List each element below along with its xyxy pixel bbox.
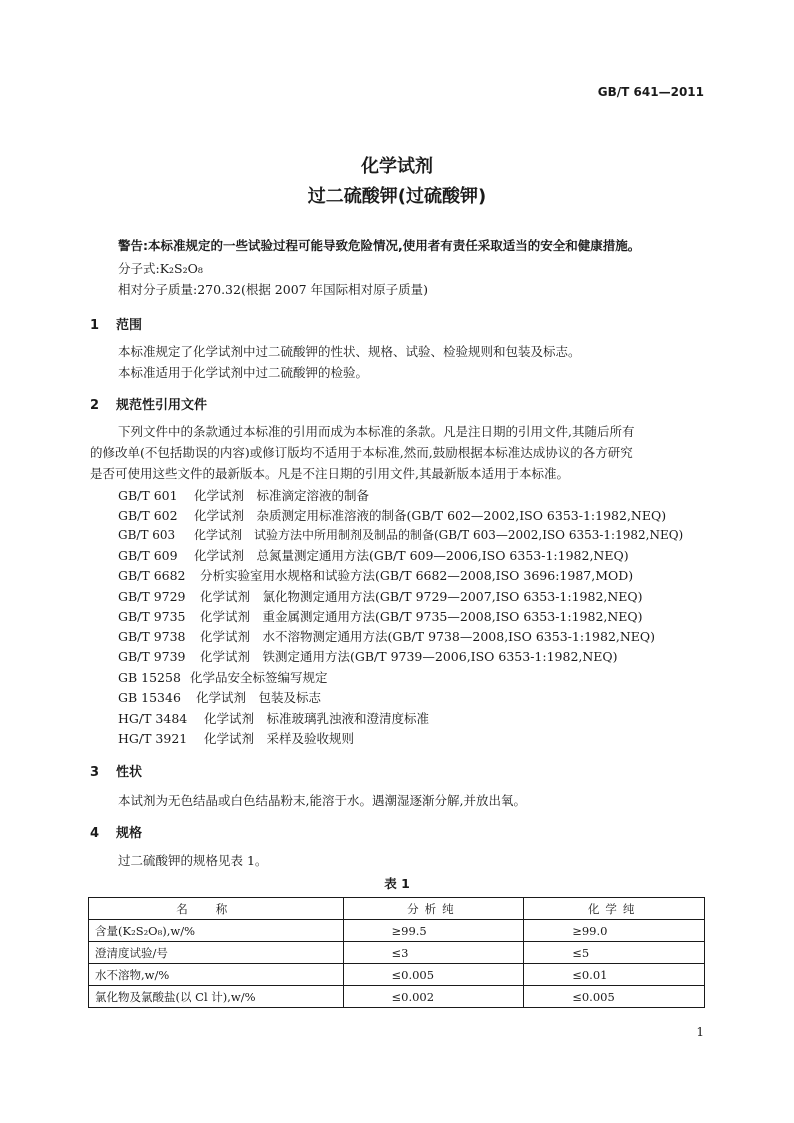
table-cell: ≤0.01 xyxy=(524,964,705,986)
table-cell: 氯化物及氯酸盐(以 Cl 计),w/% xyxy=(89,986,344,1008)
section-title: 规格 xyxy=(116,826,143,841)
reference-title: 化学试剂 试验方法中所用制剂及制品的制备(GB/T 603—2002,ISO 6353-1:1982,NEQ) xyxy=(194,528,684,542)
section-2-intro-line-1: 下列文件中的条款通过本标准的引用而成为本标准的条款。凡是注日期的引用文件,其随后所有 xyxy=(118,424,635,439)
section-number: 1 xyxy=(90,318,100,333)
table-cell: ≤0.005 xyxy=(343,964,524,986)
section-number: 2 xyxy=(90,398,100,413)
section-3-heading xyxy=(90,761,142,780)
section-number: 3 xyxy=(90,765,100,780)
reference-code: GB/T 9735 xyxy=(118,609,186,624)
reference-item xyxy=(118,688,321,706)
reference-code: GB 15346 xyxy=(118,690,181,705)
reference-item xyxy=(118,506,666,524)
specification-table xyxy=(88,897,705,1008)
reference-code: GB/T 9729 xyxy=(118,589,186,604)
section-1-heading xyxy=(90,314,142,333)
table-cell: ≤0.002 xyxy=(343,986,524,1008)
reference-code: GB/T 601 xyxy=(118,488,178,503)
table-row xyxy=(89,942,705,964)
table-cell: ≤0.005 xyxy=(524,986,705,1008)
table-caption: 表 1 xyxy=(384,876,410,891)
reference-code: GB/T 9739 xyxy=(118,649,186,664)
reference-title: 化学试剂 总氮量测定通用方法(GB/T 609—2006,ISO 6353-1:1982,NEQ) xyxy=(194,548,629,563)
table-header-cell: 化学纯 xyxy=(524,898,705,920)
reference-item xyxy=(118,729,354,747)
table-row xyxy=(89,986,705,1008)
table-cell: ≤5 xyxy=(524,942,705,964)
table-row xyxy=(89,964,705,986)
section-title: 范围 xyxy=(116,318,143,333)
reference-code: GB/T 6682 xyxy=(118,568,186,583)
section-4-heading xyxy=(90,822,142,841)
reference-item xyxy=(118,526,683,543)
section-2-heading xyxy=(90,394,207,413)
section-title: 性状 xyxy=(116,765,143,780)
reference-item xyxy=(118,546,629,564)
reference-title: 化学试剂 重金属测定通用方法(GB/T 9735—2008,ISO 6353-1:1982,NEQ) xyxy=(200,609,643,624)
reference-item xyxy=(118,647,618,665)
reference-title: 化学试剂 铁测定通用方法(GB/T 9739—2006,ISO 6353-1:1982,NEQ) xyxy=(200,649,618,664)
title-line-1: 化学试剂 xyxy=(361,156,433,177)
reference-title: 分析实验室用水规格和试验方法(GB/T 6682—2008,ISO 3696:1987,MOD) xyxy=(200,568,634,583)
section-title: 规范性引用文件 xyxy=(116,398,208,413)
reference-code: GB/T 603 xyxy=(118,528,176,542)
section-number: 4 xyxy=(90,826,100,841)
section-2-intro-line-3: 是否可使用这些文件的最新版本。凡是不注日期的引用文件,其最新版本适用于本标准。 xyxy=(90,466,569,481)
table-row xyxy=(89,920,705,942)
title-line-2: 过二硫酸钾(过硫酸钾) xyxy=(307,186,487,207)
reference-title: 化学品安全标签编写规定 xyxy=(190,670,328,685)
reference-title: 化学试剂 包装及标志 xyxy=(196,690,322,705)
reference-title: 化学试剂 标准玻璃乳浊液和澄清度标准 xyxy=(204,711,430,726)
reference-item xyxy=(118,587,643,605)
standard-code: GB/T 641—2011 xyxy=(597,85,704,99)
reference-code: GB/T 9738 xyxy=(118,629,186,644)
section-1-paragraph-1: 本标准规定了化学试剂中过二硫酸钾的性状、规格、试验、检验规则和包装及标志。 xyxy=(118,344,581,359)
reference-title: 化学试剂 水不溶物测定通用方法(GB/T 9738—2008,ISO 6353-1:1982,NEQ) xyxy=(200,629,656,644)
table-cell: ≥99.5 xyxy=(343,920,524,942)
table-cell: ≥99.0 xyxy=(524,920,705,942)
reference-code: GB/T 609 xyxy=(118,548,178,563)
warning-text: 警告:本标准规定的一些试验过程可能导致危险情况,使用者有责任采取适当的安全和健康措施。 xyxy=(118,238,641,253)
table-cell: 水不溶物,w/% xyxy=(89,964,344,986)
reference-code: HG/T 3921 xyxy=(118,731,188,746)
table-cell: ≤3 xyxy=(343,942,524,964)
reference-item xyxy=(118,627,655,645)
section-4-paragraph: 过二硫酸钾的规格见表 1。 xyxy=(118,853,268,868)
section-2-intro-line-2: 的修改单(不包括勘误的内容)或修订版均不适用于本标准,然而,鼓励根据本标准达成协议的各方研究 xyxy=(90,445,633,460)
table-header-row xyxy=(89,898,705,920)
table-header-cell: 分析纯 xyxy=(343,898,524,920)
reference-item xyxy=(118,607,643,625)
reference-title: 化学试剂 氯化物测定通用方法(GB/T 9729—2007,ISO 6353-1:1982,NEQ) xyxy=(200,589,643,604)
molecular-mass: 相对分子质量:270.32(根据 2007 年国际相对原子质量) xyxy=(118,282,428,297)
reference-code: HG/T 3484 xyxy=(118,711,188,726)
reference-code: GB/T 602 xyxy=(118,508,178,523)
section-1-paragraph-2: 本标准适用于化学试剂中过二硫酸钾的检验。 xyxy=(118,365,369,380)
table-header-cell: 名称 xyxy=(89,898,344,920)
reference-item xyxy=(118,486,369,504)
page-number: 1 xyxy=(696,1025,704,1039)
table-cell: 含量(K₂S₂O₈),w/% xyxy=(89,920,344,942)
reference-item xyxy=(118,709,429,727)
section-3-paragraph: 本试剂为无色结晶或白色结晶粉末,能溶于水。遇潮湿逐渐分解,并放出氧。 xyxy=(118,793,526,808)
table-cell: 澄清度试验/号 xyxy=(89,942,344,964)
reference-title: 化学试剂 杂质测定用标准溶液的制备(GB/T 602—2002,ISO 6353-1:1982,NEQ) xyxy=(194,508,667,523)
reference-item xyxy=(118,566,633,584)
molecular-formula: 分子式:K₂S₂O₈ xyxy=(118,261,203,276)
reference-title: 化学试剂 标准滴定溶液的制备 xyxy=(194,488,370,503)
reference-title: 化学试剂 采样及验收规则 xyxy=(204,731,355,746)
reference-item xyxy=(118,668,328,686)
reference-code: GB 15258 xyxy=(118,670,181,685)
